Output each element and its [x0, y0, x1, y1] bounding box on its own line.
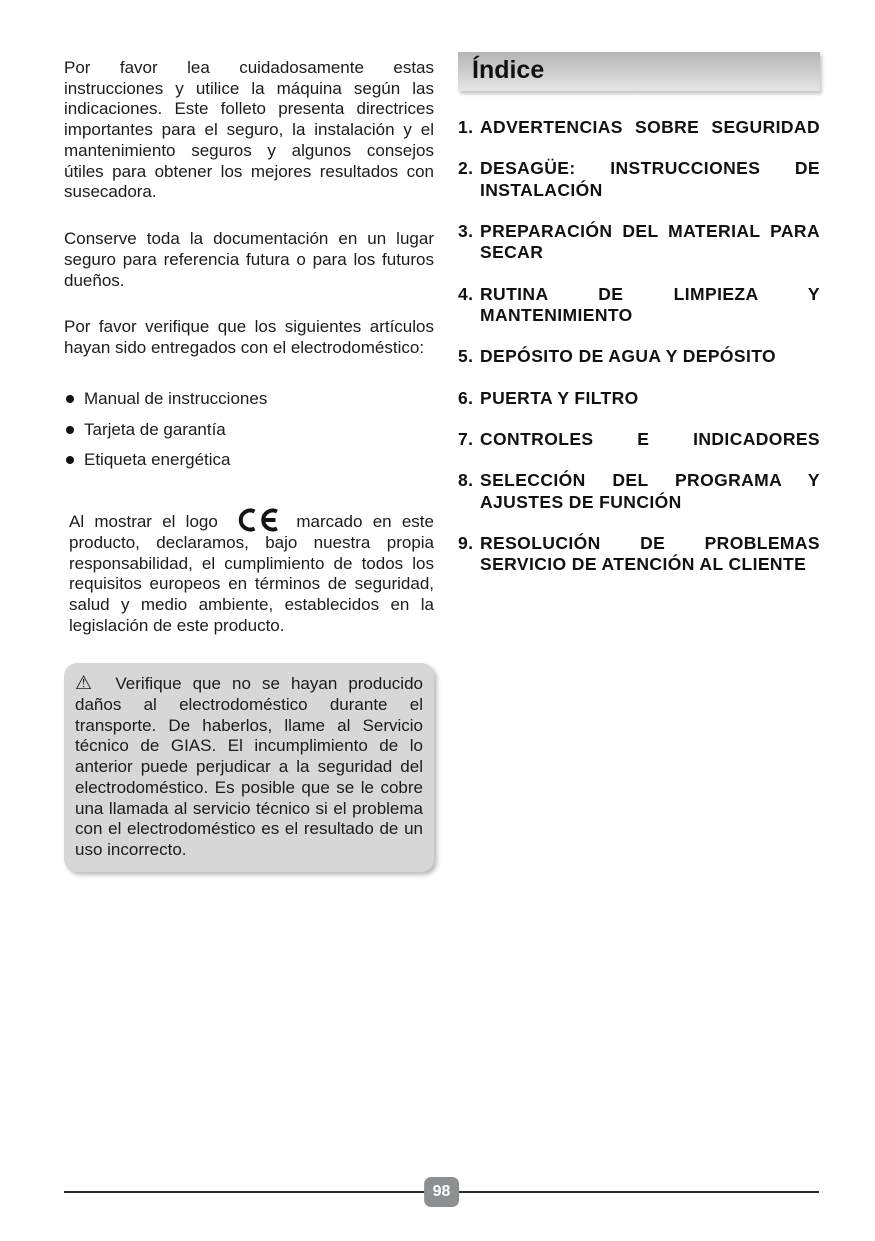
included-items-list: [66, 389, 434, 471]
index-item-2: [458, 158, 820, 201]
index-item-5: [458, 346, 820, 367]
index-item-label: SELECCIÓN DEL PROGRAMA Y AJUSTES DE FUNCIÓN: [480, 470, 820, 512]
index-item-9: [458, 533, 820, 576]
ce-declaration-paragraph: [64, 507, 434, 637]
index-item-label: DESAGÜE: INSTRUCCIONES DE INSTALACIÓN: [480, 158, 820, 200]
index-item-label: CONTROLES E INDICADORES: [480, 429, 820, 450]
list-item: Tarjeta de garantía: [66, 420, 434, 441]
index-item-1: [458, 117, 820, 138]
index-item-label: RUTINA DE LIMPIEZA Y MANTENIMIENTO: [480, 283, 820, 326]
list-item: Etiqueta energética: [66, 450, 434, 471]
index-item-number: 1.: [458, 117, 474, 137]
index-item-label: PREPARACIÓN DEL MATERIAL PARA SECAR: [480, 221, 820, 263]
index-item-label: DEPÓSITO DE AGUA Y DEPÓSITO: [480, 346, 777, 367]
warning-text: Verifique que no se hayan producido daños al electrodoméstico durante el transporte. De haberlos, llame al Servicio técnico de GIAS. El incumplimiento de lo anterior puede perjudicar a la seguridad del electrodoméstico. Es posible que se le cobre una llamada al servicio técnico si el problema con el electrodoméstico es el resultado de un uso incorrecto.: [75, 673, 423, 859]
left-column: [64, 52, 434, 872]
index-item-number: 8.: [458, 470, 474, 491]
page-footer: [64, 1172, 819, 1212]
index-item-number: 4.: [458, 283, 474, 304]
index-item-label: ADVERTENCIAS SOBRE SEGURIDAD: [480, 117, 820, 137]
index-item-number: 6.: [458, 387, 474, 408]
index-item-7: [458, 429, 820, 450]
list-item: Manual de instrucciones: [66, 389, 434, 410]
warning-paragraph: [75, 672, 423, 861]
ce-mark-icon: [234, 507, 280, 533]
index-list: [458, 117, 820, 576]
index-item-6: [458, 388, 820, 409]
index-column: [458, 52, 820, 872]
warning-icon: ⚠: [75, 672, 99, 694]
index-item-number: 3.: [458, 221, 474, 242]
index-item-number: 5.: [458, 346, 474, 367]
ce-declaration-before: Al mostrar el logo: [69, 512, 218, 532]
index-item-label: RESOLUCIÓN DE PROBLEMAS SERVICIO DE ATENCIÓN AL CLIENTE: [480, 533, 820, 575]
page-number-badge: 98: [424, 1177, 460, 1207]
intro-paragraph: Por favor lea cuidadosamente estas instrucciones y utilice la máquina según las indicaciones. Este folleto presenta directrices importantes para el seguro, la instalación y el mantenimiento seguros y algunos consejos útiles para obtener los mejores resultados con susecadora.: [64, 58, 434, 202]
index-item-8: [458, 470, 820, 513]
index-item-number: 9.: [458, 533, 474, 554]
index-item-4: [458, 284, 820, 327]
index-item-label: PUERTA Y FILTRO: [480, 387, 639, 408]
index-title: Índice: [458, 52, 820, 91]
index-item-number: 2.: [458, 158, 474, 179]
check-items-paragraph: Por favor verifique que los siguientes artículos hayan sido entregados con el electrodoméstico:: [64, 317, 434, 358]
keep-documentation-paragraph: Conserve toda la documentación en un lugar seguro para referencia futura o para los futuros dueños.: [64, 229, 434, 290]
ce-declaration-after: marcado en este producto, declaramos, bajo nuestra propia responsabilidad, el cumplimiento de todos los requisitos europeos en términos de seguridad, salud y medio ambiente, establecidos en la legislación de este producto.: [69, 512, 434, 635]
index-item-number: 7.: [458, 429, 474, 450]
warning-box: [64, 663, 434, 872]
index-item-3: [458, 221, 820, 264]
